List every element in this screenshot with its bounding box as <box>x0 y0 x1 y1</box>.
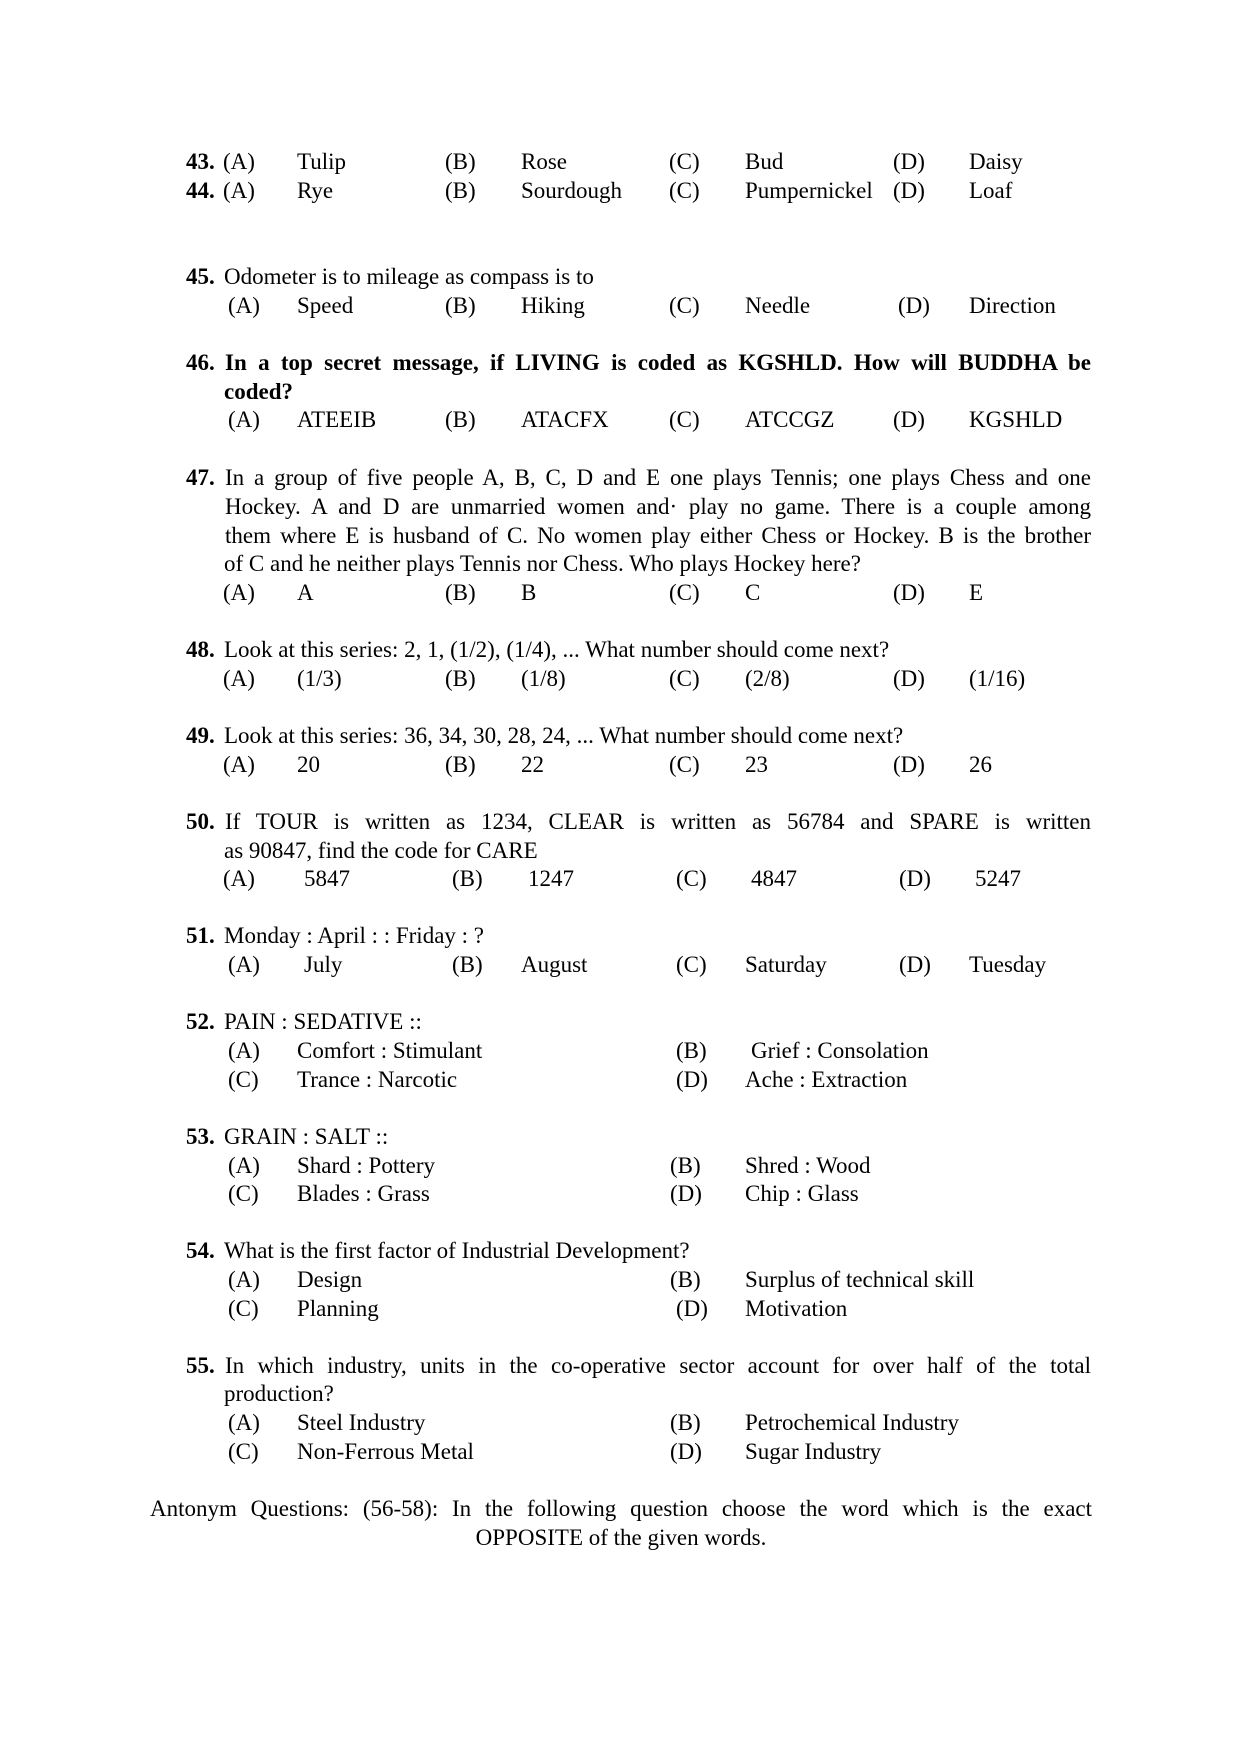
question-text: of C and he neither plays Tennis nor Chess. Who plays Hockey here? <box>224 551 861 576</box>
question-text: Hockey. A and D are unmarried women and· play no game. There is a couple among <box>225 494 1091 519</box>
option-text: Motivation <box>745 1296 848 1321</box>
option-label: (C) <box>228 1296 259 1321</box>
question-number: 52. <box>186 1009 215 1034</box>
option-label: (C) <box>228 1439 259 1464</box>
option-text: Tulip <box>297 149 347 174</box>
option-label: (A) <box>228 1410 260 1435</box>
question-text: production? <box>224 1381 334 1406</box>
question-text: Look at this series: 2, 1, (1/2), (1/4), ... What number should come next? <box>224 637 890 662</box>
option-label: (C) <box>669 293 700 318</box>
option-text: Design <box>297 1267 363 1292</box>
option-label: (B) <box>452 866 483 891</box>
option-text: 22 <box>521 752 544 777</box>
option-text: 23 <box>745 752 768 777</box>
option-text: 20 <box>297 752 320 777</box>
option-text: Petrochemical Industry <box>745 1410 959 1435</box>
option-label: (B) <box>445 407 476 432</box>
option-label: (C) <box>676 952 707 977</box>
option-text: (1/16) <box>969 666 1026 691</box>
option-text: Grief : Consolation <box>751 1038 929 1063</box>
option-label: (D) <box>893 178 925 203</box>
option-label: (C) <box>669 178 700 203</box>
option-label: (D) <box>899 952 931 977</box>
option-text: Non-Ferrous Metal <box>297 1439 474 1464</box>
antonym-instruction-line: OPPOSITE of the given words. <box>475 1525 767 1550</box>
option-text: 1247 <box>528 866 574 891</box>
option-label: (A) <box>223 666 255 691</box>
option-text: Needle <box>745 293 811 318</box>
question-number: 55. <box>186 1353 215 1378</box>
option-text: Rye <box>297 178 334 203</box>
option-text: E <box>969 580 984 605</box>
option-text: Steel Industry <box>297 1410 426 1435</box>
option-text: Saturday <box>745 952 827 977</box>
option-text: Rose <box>521 149 567 174</box>
option-label: (B) <box>670 1410 701 1435</box>
option-text: Blades : Grass <box>297 1181 430 1206</box>
option-label: (A) <box>228 1038 260 1063</box>
option-text: Direction <box>969 293 1056 318</box>
option-text: Planning <box>297 1296 379 1321</box>
option-label: (C) <box>669 580 700 605</box>
option-label: (A) <box>223 866 255 891</box>
option-text: 5847 <box>304 866 350 891</box>
option-text: Chip : Glass <box>745 1181 859 1206</box>
option-label: (B) <box>445 293 476 318</box>
option-text: Trance : Narcotic <box>297 1067 458 1092</box>
option-label: (D) <box>893 407 925 432</box>
option-text: ATEEIB <box>297 407 377 432</box>
option-label: (D) <box>893 752 925 777</box>
option-label: (A) <box>228 952 260 977</box>
option-label: (C) <box>669 149 700 174</box>
question-text: Look at this series: 36, 34, 30, 28, 24, ... What number should come next? <box>224 723 904 748</box>
option-label: (B) <box>670 1267 701 1292</box>
question-number: 53. <box>186 1124 215 1149</box>
question-number: 54. <box>186 1238 215 1263</box>
option-text: Loaf <box>969 178 1013 203</box>
option-text: (2/8) <box>745 666 790 691</box>
option-label: (C) <box>676 866 707 891</box>
question-text: What is the first factor of Industrial Development? <box>224 1238 690 1263</box>
option-label: (A) <box>223 580 255 605</box>
option-label: (D) <box>676 1296 708 1321</box>
question-text: them where E is husband of C. No women play either Chess or Hockey. B is the brother <box>225 523 1091 548</box>
question-text: PAIN : SEDATIVE :: <box>224 1009 422 1034</box>
option-label: (B) <box>445 149 476 174</box>
option-text: Pumpernickel <box>745 178 873 203</box>
option-text: Ache : Extraction <box>745 1067 908 1092</box>
option-text: Tuesday <box>969 952 1047 977</box>
question-text: In which industry, units in the co-operative sector account for over half of the total <box>225 1353 1091 1378</box>
option-label: (C) <box>669 666 700 691</box>
option-text: Surplus of technical skill <box>745 1267 975 1292</box>
question-number: 51. <box>186 923 215 948</box>
option-label: (B) <box>445 666 476 691</box>
option-text: August <box>521 952 588 977</box>
option-text: (1/3) <box>297 666 342 691</box>
question-text: In a group of five people A, B, C, D and E one plays Tennis; one plays Chess and one <box>225 465 1091 490</box>
option-label: (D) <box>670 1439 702 1464</box>
antonym-instruction-line: Antonym Questions: (56-58): In the following question choose the word which is the exact <box>150 1496 1092 1521</box>
option-text: July <box>304 952 343 977</box>
option-text: ATACFX <box>521 407 609 432</box>
question-number: 43. <box>186 149 215 174</box>
option-label: (C) <box>669 752 700 777</box>
question-number: 47. <box>186 465 215 490</box>
option-label: (B) <box>445 580 476 605</box>
option-label: (B) <box>445 178 476 203</box>
option-text: Speed <box>297 293 354 318</box>
option-text: Daisy <box>969 149 1023 174</box>
option-label: (B) <box>445 752 476 777</box>
option-label: (A) <box>228 407 260 432</box>
option-text: 5247 <box>975 866 1021 891</box>
option-text: Shard : Pottery <box>297 1153 435 1178</box>
question-text: Odometer is to mileage as compass is to <box>224 264 594 289</box>
option-text: Sourdough <box>521 178 622 203</box>
option-text: Sugar Industry <box>745 1439 882 1464</box>
option-text: 4847 <box>751 866 797 891</box>
option-text: ATCCGZ <box>745 407 835 432</box>
option-label: (A) <box>228 293 260 318</box>
option-label: (C) <box>228 1067 259 1092</box>
question-number: 45. <box>186 264 215 289</box>
option-text: Bud <box>745 149 784 174</box>
question-number: 50. <box>186 809 215 834</box>
option-label: (A) <box>223 752 255 777</box>
question-number: 49. <box>186 723 215 748</box>
question-number: 44. <box>186 178 215 203</box>
option-label: (A) <box>228 1267 260 1292</box>
question-text: In a top secret message, if LIVING is coded as KGSHLD. How will BUDDHA be <box>225 350 1091 375</box>
option-label: (A) <box>228 1153 260 1178</box>
question-text: GRAIN : SALT :: <box>224 1124 389 1149</box>
option-label: (A) <box>223 178 255 203</box>
option-label: (C) <box>228 1181 259 1206</box>
option-text: B <box>521 580 537 605</box>
option-label: (D) <box>893 580 925 605</box>
option-label: (D) <box>676 1067 708 1092</box>
question-number: 48. <box>186 637 215 662</box>
option-label: (D) <box>898 293 930 318</box>
option-label: (D) <box>893 149 925 174</box>
question-text: Monday : April : : Friday : ? <box>224 923 485 948</box>
question-number: 46. <box>186 350 215 375</box>
option-label: (D) <box>893 666 925 691</box>
option-text: Shred : Wood <box>745 1153 871 1178</box>
option-text: (1/8) <box>521 666 566 691</box>
option-label: (D) <box>670 1181 702 1206</box>
option-text: Hiking <box>521 293 585 318</box>
option-label: (D) <box>899 866 931 891</box>
option-label: (B) <box>676 1038 707 1063</box>
question-text: If TOUR is written as 1234, CLEAR is written as 56784 and SPARE is written <box>225 809 1091 834</box>
option-text: C <box>745 580 761 605</box>
option-label: (B) <box>452 952 483 977</box>
option-text: A <box>297 580 314 605</box>
option-text: Comfort : Stimulant <box>297 1038 483 1063</box>
question-text: coded? <box>224 379 293 404</box>
question-text: as 90847, find the code for CARE <box>224 838 538 863</box>
option-label: (B) <box>670 1153 701 1178</box>
option-label: (C) <box>669 407 700 432</box>
option-text: 26 <box>969 752 992 777</box>
option-text: KGSHLD <box>969 407 1063 432</box>
option-label: (A) <box>223 149 255 174</box>
